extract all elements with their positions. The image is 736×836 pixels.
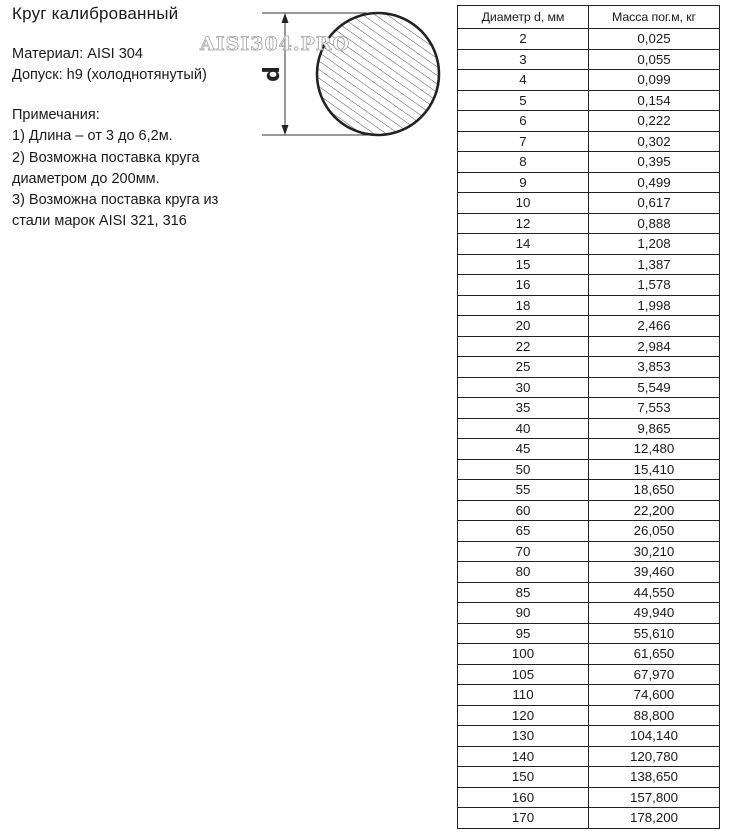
table-row [458, 521, 720, 542]
column-header-mass: Масса пог.м, кг [589, 6, 720, 29]
mass-cell: 7,553 [589, 398, 720, 419]
mass-cell: 3,853 [589, 357, 720, 378]
mass-cell: 0,055 [589, 49, 720, 70]
mass-cell: 0,222 [589, 111, 720, 132]
mass-cell: 30,210 [589, 541, 720, 562]
diameter-cell: 22 [458, 336, 589, 357]
table-row [458, 131, 720, 152]
diameter-cell: 60 [458, 500, 589, 521]
table-row [458, 70, 720, 91]
mass-cell: 67,970 [589, 664, 720, 685]
table-row [458, 152, 720, 173]
table-row [458, 193, 720, 214]
material-line: Материал: AISI 304 [12, 46, 143, 62]
diameter-cell: 95 [458, 623, 589, 644]
diameter-cell: 12 [458, 213, 589, 234]
diameter-cell: 35 [458, 398, 589, 419]
diameter-cell: 6 [458, 111, 589, 132]
table-row [458, 726, 720, 747]
table-row [458, 316, 720, 337]
diameter-cell: 8 [458, 152, 589, 173]
table-row [458, 644, 720, 665]
mass-cell: 0,499 [589, 172, 720, 193]
mass-cell: 104,140 [589, 726, 720, 747]
table-row [458, 213, 720, 234]
diameter-cell: 10 [458, 193, 589, 214]
mass-cell: 138,650 [589, 767, 720, 788]
table-row [458, 172, 720, 193]
diameter-cell: 20 [458, 316, 589, 337]
mass-cell: 55,610 [589, 623, 720, 644]
note-line: диаметром до 200мм. [12, 170, 160, 187]
mass-cell: 0,154 [589, 90, 720, 111]
diameter-cell: 50 [458, 459, 589, 480]
mass-cell: 74,600 [589, 685, 720, 706]
diameter-cell: 70 [458, 541, 589, 562]
mass-cell: 49,940 [589, 603, 720, 624]
mass-cell: 120,780 [589, 746, 720, 767]
table-row [458, 275, 720, 296]
table-header-row [458, 6, 720, 29]
diameter-cell: 15 [458, 254, 589, 275]
diameter-cell: 170 [458, 808, 589, 829]
table-row [458, 111, 720, 132]
table-row [458, 377, 720, 398]
table-row [458, 500, 720, 521]
mass-cell: 44,550 [589, 582, 720, 603]
diameter-cell: 105 [458, 664, 589, 685]
mass-cell: 178,200 [589, 808, 720, 829]
mass-cell: 12,480 [589, 439, 720, 460]
table-row [458, 480, 720, 501]
notes-title: Примечания: [12, 107, 100, 123]
note-line: 1) Длина – от 3 до 6,2м. [12, 128, 173, 145]
mass-cell: 0,888 [589, 213, 720, 234]
diameter-cell: 4 [458, 70, 589, 91]
mass-cell: 0,302 [589, 131, 720, 152]
table-row [458, 603, 720, 624]
mass-cell: 61,650 [589, 644, 720, 665]
diameter-cell: 2 [458, 29, 589, 50]
dimension-label: d [260, 66, 285, 82]
table-row [458, 398, 720, 419]
mass-cell: 88,800 [589, 705, 720, 726]
note-line: 3) Возможна поставка круга из [12, 192, 219, 209]
table-row [458, 664, 720, 685]
watermark-logo: AISI304.PRO [200, 33, 351, 55]
table-row [458, 787, 720, 808]
diameter-cell: 18 [458, 295, 589, 316]
table-row [458, 49, 720, 70]
mass-cell: 157,800 [589, 787, 720, 808]
table-row [458, 623, 720, 644]
mass-cell: 0,617 [589, 193, 720, 214]
note-line: стали марок AISI 321, 316 [12, 213, 187, 230]
table-row [458, 705, 720, 726]
mass-cell: 1,208 [589, 234, 720, 255]
notes-block [12, 105, 218, 233]
diameter-cell: 80 [458, 562, 589, 583]
diameter-cell: 40 [458, 418, 589, 439]
diameter-cell: 14 [458, 234, 589, 255]
diameter-cell: 30 [458, 377, 589, 398]
table-row [458, 234, 720, 255]
mass-cell: 0,099 [589, 70, 720, 91]
diameter-cell: 5 [458, 90, 589, 111]
page-title: Круг калиброванный [12, 4, 179, 23]
table-row [458, 439, 720, 460]
table-row [458, 90, 720, 111]
diameter-cell: 120 [458, 705, 589, 726]
diameter-cell: 130 [458, 726, 589, 747]
table-row [458, 418, 720, 439]
mass-cell: 1,578 [589, 275, 720, 296]
mass-cell: 0,025 [589, 29, 720, 50]
round-bar-cross-section-diagram [255, 8, 455, 148]
column-header-diameter: Диаметр d, мм [458, 6, 589, 29]
diameter-cell: 45 [458, 439, 589, 460]
diameter-cell: 140 [458, 746, 589, 767]
diameter-cell: 85 [458, 582, 589, 603]
mass-cell: 22,200 [589, 500, 720, 521]
diameter-cell: 7 [458, 131, 589, 152]
diameter-cell: 25 [458, 357, 589, 378]
diameter-cell: 55 [458, 480, 589, 501]
mass-cell: 1,387 [589, 254, 720, 275]
tolerance-line: Допуск: h9 (холоднотянутый) [12, 67, 207, 83]
table-row [458, 357, 720, 378]
table-row [458, 808, 720, 829]
diameter-cell: 110 [458, 685, 589, 706]
mass-cell: 26,050 [589, 521, 720, 542]
note-line: 2) Возможна поставка круга [12, 149, 200, 166]
mass-cell: 15,410 [589, 459, 720, 480]
mass-cell: 2,466 [589, 316, 720, 337]
mass-cell: 18,650 [589, 480, 720, 501]
mass-cell: 5,549 [589, 377, 720, 398]
table-row [458, 685, 720, 706]
diameter-cell: 90 [458, 603, 589, 624]
diameter-cell: 150 [458, 767, 589, 788]
properties-block [12, 44, 207, 86]
mass-cell: 2,984 [589, 336, 720, 357]
mass-cell: 9,865 [589, 418, 720, 439]
table-row [458, 746, 720, 767]
diameter-cell: 160 [458, 787, 589, 808]
diameter-cell: 9 [458, 172, 589, 193]
mass-table [457, 5, 720, 829]
diameter-cell: 100 [458, 644, 589, 665]
table-row [458, 29, 720, 50]
dimension-arrow-bottom [282, 125, 289, 135]
diameter-cell: 16 [458, 275, 589, 296]
table-row [458, 767, 720, 788]
mass-cell: 0,395 [589, 152, 720, 173]
diameter-cell: 65 [458, 521, 589, 542]
diameter-cell: 3 [458, 49, 589, 70]
table-row [458, 582, 720, 603]
mass-cell: 39,460 [589, 562, 720, 583]
table-row [458, 295, 720, 316]
table-row [458, 254, 720, 275]
table-row [458, 541, 720, 562]
table-row [458, 459, 720, 480]
table-row [458, 562, 720, 583]
dimension-arrow-top [282, 13, 289, 23]
table-row [458, 336, 720, 357]
mass-cell: 1,998 [589, 295, 720, 316]
